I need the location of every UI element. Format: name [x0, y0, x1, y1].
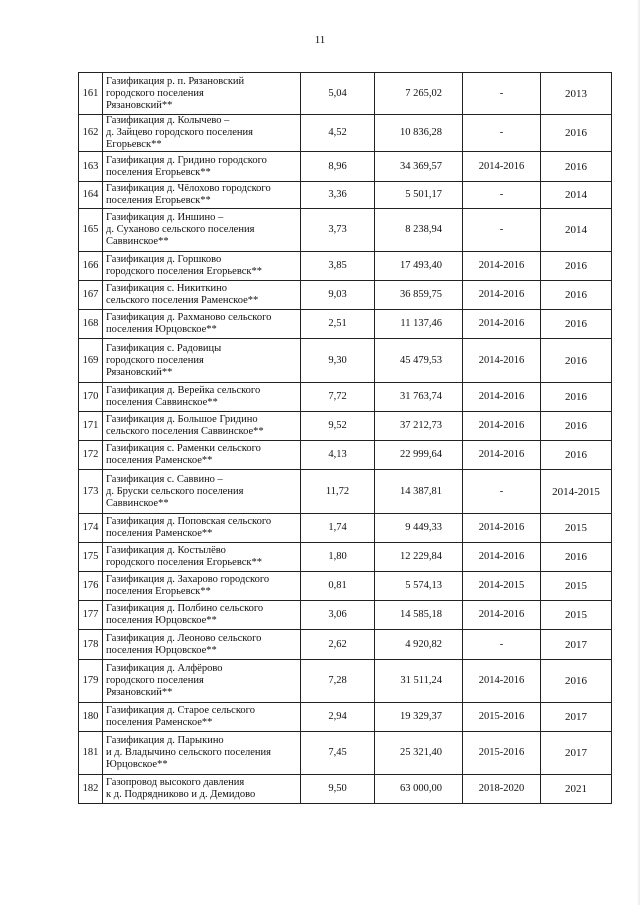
- gasification-table: [78, 72, 612, 804]
- table-row: [79, 182, 612, 209]
- cost-value: 37 212,73: [375, 412, 463, 441]
- cost-value: 11 137,46: [375, 310, 463, 339]
- construction-period: 2014-2016: [463, 310, 541, 339]
- construction-period: -: [463, 182, 541, 209]
- object-name: Газификация д. Алфёрово городского поселения Рязановский**: [103, 660, 301, 703]
- commissioning-year: 2015: [541, 601, 612, 630]
- cost-value: 5 574,13: [375, 572, 463, 601]
- commissioning-year: 2014-2015: [541, 470, 612, 514]
- length-km: 3,36: [301, 182, 375, 209]
- cost-value: 63 000,00: [375, 775, 463, 804]
- row-number: 169: [79, 339, 103, 383]
- row-number: 161: [79, 73, 103, 115]
- commissioning-year: 2013: [541, 73, 612, 115]
- row-number: 163: [79, 152, 103, 182]
- commissioning-year: 2015: [541, 514, 612, 543]
- cost-value: 4 920,82: [375, 630, 463, 660]
- table-row: [79, 514, 612, 543]
- table-row: [79, 543, 612, 572]
- cost-value: 22 999,64: [375, 441, 463, 470]
- table-row: [79, 775, 612, 804]
- row-number: 174: [79, 514, 103, 543]
- length-km: 5,04: [301, 73, 375, 115]
- construction-period: 2014-2016: [463, 252, 541, 281]
- construction-period: 2014-2016: [463, 412, 541, 441]
- length-km: 9,03: [301, 281, 375, 310]
- object-name: Газификация д. Чёлохово городского поселения Егорьевск**: [103, 182, 301, 209]
- construction-period: 2015-2016: [463, 732, 541, 775]
- row-number: 175: [79, 543, 103, 572]
- commissioning-year: 2016: [541, 441, 612, 470]
- commissioning-year: 2016: [541, 252, 612, 281]
- length-km: 3,06: [301, 601, 375, 630]
- length-km: 1,74: [301, 514, 375, 543]
- commissioning-year: 2017: [541, 703, 612, 732]
- length-km: 7,28: [301, 660, 375, 703]
- commissioning-year: 2014: [541, 182, 612, 209]
- length-km: 11,72: [301, 470, 375, 514]
- object-name: Газопровод высокого давления к д. Подрядниково и д. Демидово: [103, 775, 301, 804]
- cost-value: 7 265,02: [375, 73, 463, 115]
- table-row: [79, 441, 612, 470]
- row-number: 168: [79, 310, 103, 339]
- construction-period: 2014-2016: [463, 543, 541, 572]
- cost-value: 45 479,53: [375, 339, 463, 383]
- table-row: [79, 732, 612, 775]
- commissioning-year: 2016: [541, 152, 612, 182]
- table-row: [79, 412, 612, 441]
- table-row: [79, 115, 612, 152]
- object-name: Газификация д. Большое Гридино сельского поселения Саввинское**: [103, 412, 301, 441]
- table-row: [79, 73, 612, 115]
- object-name: Газификация р. п. Рязановский городского поселения Рязановский**: [103, 73, 301, 115]
- length-km: 2,94: [301, 703, 375, 732]
- object-name: Газификация д. Леоново сельского поселения Юрцовское**: [103, 630, 301, 660]
- cost-value: 14 585,18: [375, 601, 463, 630]
- object-name: Газификация д. Захарово городского поселения Егорьевск**: [103, 572, 301, 601]
- row-number: 178: [79, 630, 103, 660]
- construction-period: -: [463, 630, 541, 660]
- object-name: Газификация д. Поповская сельского поселения Раменское**: [103, 514, 301, 543]
- commissioning-year: 2017: [541, 630, 612, 660]
- object-name: Газификация д. Рахманово сельского поселения Юрцовское**: [103, 310, 301, 339]
- row-number: 164: [79, 182, 103, 209]
- object-name: Газификация д. Полбино сельского поселения Юрцовское**: [103, 601, 301, 630]
- construction-period: 2014-2016: [463, 339, 541, 383]
- construction-period: 2014-2015: [463, 572, 541, 601]
- cost-value: 34 369,57: [375, 152, 463, 182]
- cost-value: 10 836,28: [375, 115, 463, 152]
- object-name: Газификация с. Радовицы городского поселения Рязановский**: [103, 339, 301, 383]
- object-name: Газификация д. Костылёво городского поселения Егорьевск**: [103, 543, 301, 572]
- row-number: 179: [79, 660, 103, 703]
- row-number: 170: [79, 383, 103, 412]
- construction-period: 2014-2016: [463, 601, 541, 630]
- construction-period: 2014-2016: [463, 514, 541, 543]
- construction-period: 2014-2016: [463, 441, 541, 470]
- commissioning-year: 2015: [541, 572, 612, 601]
- table-row: [79, 339, 612, 383]
- length-km: 2,51: [301, 310, 375, 339]
- commissioning-year: 2017: [541, 732, 612, 775]
- length-km: 1,80: [301, 543, 375, 572]
- cost-value: 17 493,40: [375, 252, 463, 281]
- cost-value: 8 238,94: [375, 209, 463, 252]
- construction-period: 2014-2016: [463, 383, 541, 412]
- construction-period: -: [463, 73, 541, 115]
- row-number: 166: [79, 252, 103, 281]
- construction-period: 2014-2016: [463, 281, 541, 310]
- commissioning-year: 2016: [541, 543, 612, 572]
- length-km: 4,52: [301, 115, 375, 152]
- table-row: [79, 470, 612, 514]
- object-name: Газификация д. Верейка сельского поселения Саввинское**: [103, 383, 301, 412]
- cost-value: 12 229,84: [375, 543, 463, 572]
- commissioning-year: 2016: [541, 115, 612, 152]
- commissioning-year: 2016: [541, 660, 612, 703]
- row-number: 176: [79, 572, 103, 601]
- commissioning-year: 2021: [541, 775, 612, 804]
- construction-period: 2014-2016: [463, 660, 541, 703]
- commissioning-year: 2016: [541, 281, 612, 310]
- object-name: Газификация д. Старое сельского поселения Раменское**: [103, 703, 301, 732]
- commissioning-year: 2016: [541, 339, 612, 383]
- commissioning-year: 2016: [541, 412, 612, 441]
- object-name: Газификация д. Иншино – д. Суханово сельского поселения Саввинское**: [103, 209, 301, 252]
- table-row: [79, 252, 612, 281]
- object-name: Газификация с. Раменки сельского поселения Раменское**: [103, 441, 301, 470]
- construction-period: 2018-2020: [463, 775, 541, 804]
- cost-value: 19 329,37: [375, 703, 463, 732]
- length-km: 7,45: [301, 732, 375, 775]
- length-km: 7,72: [301, 383, 375, 412]
- row-number: 167: [79, 281, 103, 310]
- table-row: [79, 630, 612, 660]
- cost-value: 36 859,75: [375, 281, 463, 310]
- table-row: [79, 572, 612, 601]
- object-name: Газификация д. Парыкино и д. Владычино сельского поселения Юрцовское**: [103, 732, 301, 775]
- object-name: Газификация д. Горшково городского поселения Егорьевск**: [103, 252, 301, 281]
- length-km: 3,73: [301, 209, 375, 252]
- length-km: 9,50: [301, 775, 375, 804]
- row-number: 180: [79, 703, 103, 732]
- table-body: [79, 73, 612, 804]
- table-row: [79, 660, 612, 703]
- row-number: 177: [79, 601, 103, 630]
- row-number: 173: [79, 470, 103, 514]
- length-km: 0,81: [301, 572, 375, 601]
- table-row: [79, 703, 612, 732]
- construction-period: -: [463, 115, 541, 152]
- construction-period: 2014-2016: [463, 152, 541, 182]
- cost-value: 5 501,17: [375, 182, 463, 209]
- length-km: 2,62: [301, 630, 375, 660]
- row-number: 165: [79, 209, 103, 252]
- page-number: 11: [314, 34, 326, 46]
- commissioning-year: 2016: [541, 383, 612, 412]
- cost-value: 31 511,24: [375, 660, 463, 703]
- row-number: 171: [79, 412, 103, 441]
- length-km: 9,30: [301, 339, 375, 383]
- row-number: 181: [79, 732, 103, 775]
- construction-period: -: [463, 470, 541, 514]
- row-number: 182: [79, 775, 103, 804]
- length-km: 4,13: [301, 441, 375, 470]
- table-row: [79, 310, 612, 339]
- cost-value: 9 449,33: [375, 514, 463, 543]
- table-row: [79, 152, 612, 182]
- commissioning-year: 2016: [541, 310, 612, 339]
- object-name: Газификация с. Саввино – д. Бруски сельского поселения Саввинское**: [103, 470, 301, 514]
- table-row: [79, 601, 612, 630]
- length-km: 3,85: [301, 252, 375, 281]
- cost-value: 25 321,40: [375, 732, 463, 775]
- object-name: Газификация д. Гридино городского поселения Егорьевск**: [103, 152, 301, 182]
- length-km: 8,96: [301, 152, 375, 182]
- commissioning-year: 2014: [541, 209, 612, 252]
- cost-value: 14 387,81: [375, 470, 463, 514]
- table-row: [79, 383, 612, 412]
- object-name: Газификация д. Колычево – д. Зайцево городского поселения Егорьевск**: [103, 115, 301, 152]
- construction-period: -: [463, 209, 541, 252]
- row-number: 172: [79, 441, 103, 470]
- object-name: Газификация с. Никиткино сельского поселения Раменское**: [103, 281, 301, 310]
- length-km: 9,52: [301, 412, 375, 441]
- construction-period: 2015-2016: [463, 703, 541, 732]
- table-row: [79, 209, 612, 252]
- cost-value: 31 763,74: [375, 383, 463, 412]
- table-row: [79, 281, 612, 310]
- row-number: 162: [79, 115, 103, 152]
